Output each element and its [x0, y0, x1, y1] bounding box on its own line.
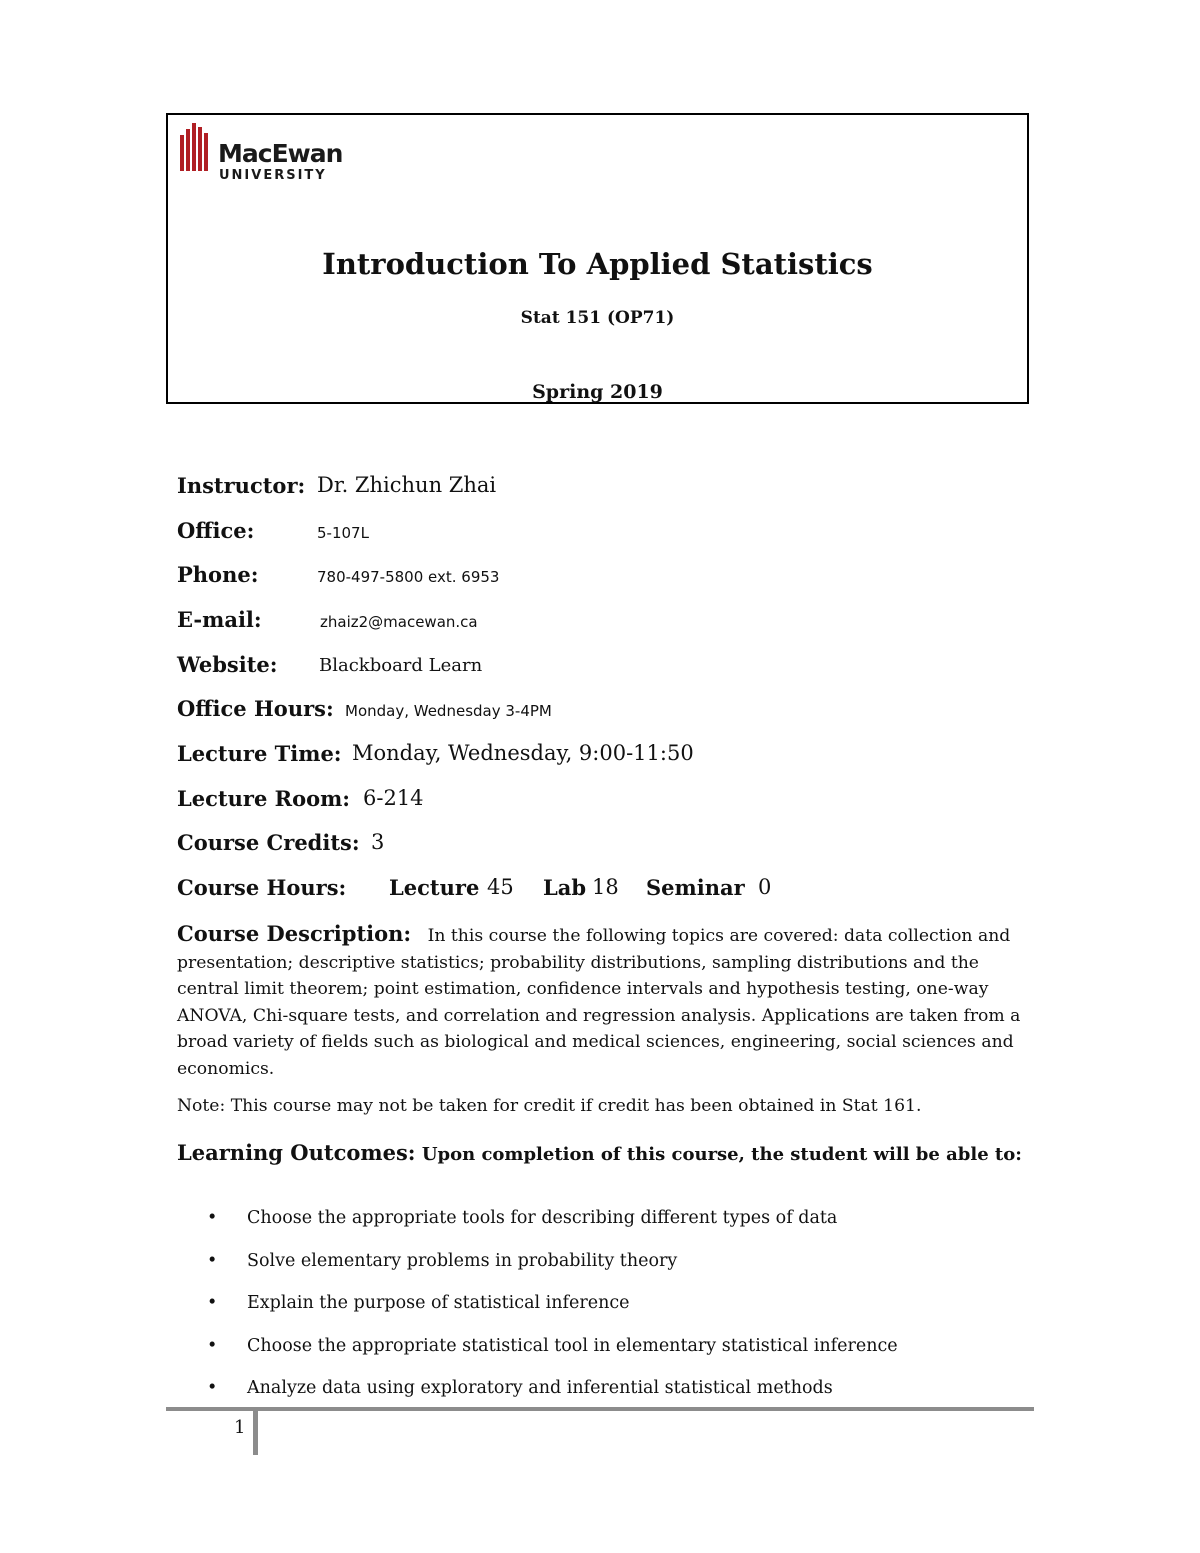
learning-outcomes-heading [177, 1139, 1027, 1168]
course-credits-value: 3 [371, 830, 385, 854]
lecture-room-row [177, 786, 424, 811]
course-hours-row [177, 875, 877, 905]
instructor-row [177, 473, 497, 498]
website-value: Blackboard Learn [319, 655, 483, 676]
footer-rule [166, 1407, 1034, 1411]
page-number: 1 [234, 1417, 246, 1438]
header-box [166, 113, 1029, 404]
lecture-time-value: Monday, Wednesday, 9:00-11:50 [352, 741, 694, 765]
seminar-hours-label: Seminar [646, 875, 745, 900]
course-code: Stat 151 (OP71) [520, 308, 675, 328]
bullet-icon: • [207, 1293, 218, 1313]
lecture-hours-value: 45 [487, 875, 514, 899]
email-link[interactable]: zhaiz2@macewan.ca [320, 613, 478, 631]
bullet-icon: • [207, 1250, 218, 1271]
credit-note: Note: This course may not be taken for credit if credit has been obtained in Stat 161. [177, 1096, 922, 1116]
course-credits-row [177, 830, 385, 855]
office-value: 5-107L [317, 524, 369, 542]
lab-hours-value: 18 [592, 875, 619, 899]
seminar-hours-value: 0 [758, 875, 772, 899]
office-label: Office: [177, 518, 255, 543]
lecture-time-label: Lecture Time: [177, 741, 342, 766]
phone-label: Phone: [177, 562, 259, 587]
office-row [177, 518, 369, 543]
list-item: • Solve elementary problems in probability theory [207, 1250, 678, 1271]
bullet-icon: • [207, 1208, 218, 1228]
learning-outcomes-intro: Upon completion of this course, the student will be able to: [421, 1144, 1022, 1165]
course-hours-label: Course Hours: [177, 875, 347, 900]
course-description-text: In this course the following topics are covered: data collection and presentation; descriptive statistics; probability distributions, sampling distributions and the central limit theorem; point estimation, confidence intervals and hypothesis testing, one-way ANOVA, Chi-square tests, and correlation and regression analysis. Applications are taken from a broad variety of fields such as biological and medical sciences, engineering, social sciences and economics. [177, 926, 1021, 1079]
logo-wordmark: MacEwan [218, 139, 343, 168]
course-credits-label: Course Credits: [177, 830, 360, 855]
macewan-logo-mark-icon [180, 121, 214, 173]
office-hours-row [177, 696, 552, 721]
list-item: • Analyze data using exploratory and inferential statistical methods [207, 1378, 833, 1398]
lecture-time-row [177, 741, 694, 766]
list-item: • Choose the appropriate tools for describing different types of data [207, 1208, 838, 1228]
course-description [177, 921, 1027, 1083]
learning-outcomes-list [207, 1208, 1027, 1421]
footer-bar [253, 1407, 258, 1455]
website-label: Website: [177, 652, 278, 677]
email-row [177, 607, 478, 632]
bullet-icon: • [207, 1335, 218, 1356]
phone-row [177, 562, 500, 587]
logo-subtitle: UNIVERSITY [219, 168, 327, 183]
lab-hours-label: Lab [543, 875, 587, 900]
instructor-value: Dr. Zhichun Zhai [317, 473, 497, 497]
phone-value: 780-497-5800 ext. 6953 [317, 568, 500, 586]
office-hours-label: Office Hours: [177, 696, 334, 721]
list-item: • Choose the appropriate statistical tool in elementary statistical inference [207, 1335, 898, 1356]
macewan-logo [180, 121, 360, 187]
list-item: • Explain the purpose of statistical inference [207, 1293, 630, 1313]
website-row [177, 652, 483, 677]
office-hours-value: Monday, Wednesday 3-4PM [345, 702, 552, 720]
document-title: Introduction To Applied Statistics [322, 247, 873, 281]
email-label: E-mail: [177, 607, 262, 632]
lecture-hours-label: Lecture [389, 875, 480, 900]
learning-outcomes-label: Learning Outcomes: [177, 1140, 416, 1165]
lecture-room-label: Lecture Room: [177, 786, 351, 811]
lecture-room-value: 6-214 [363, 786, 424, 810]
term: Spring 2019 [532, 381, 663, 403]
bullet-icon: • [207, 1378, 218, 1398]
instructor-label: Instructor: [177, 473, 306, 498]
course-description-label: Course Description: [177, 921, 412, 946]
